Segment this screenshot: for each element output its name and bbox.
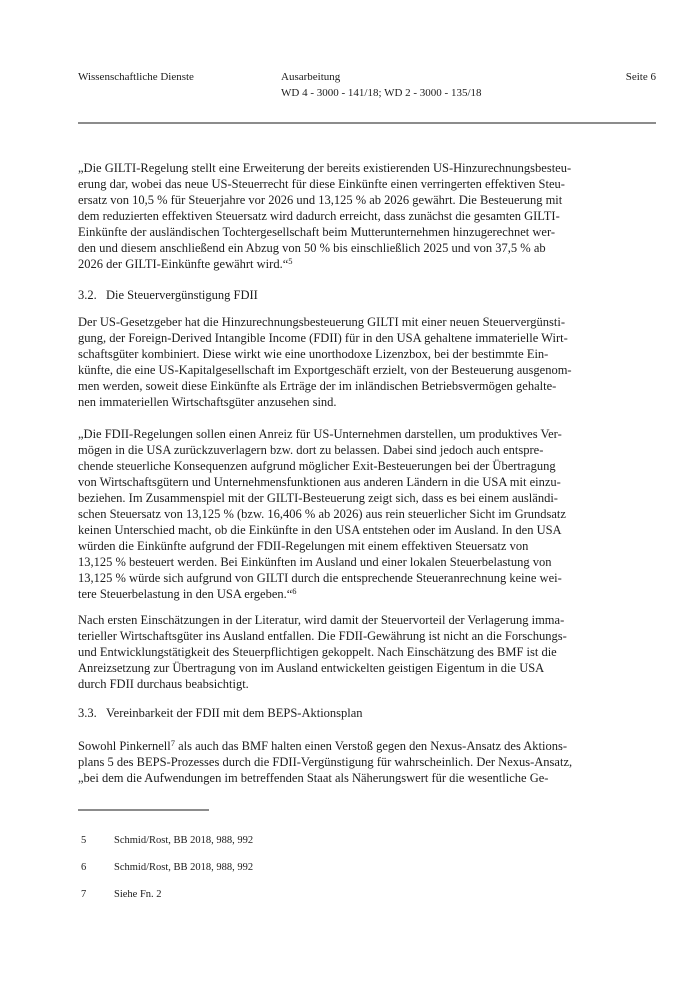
- text-line: „Die GILTI-Regelung stellt eine Erweiterung der bereits existierenden US-Hinzurechnungsbesteu-: [78, 161, 572, 175]
- paragraph-fdii-intro: [78, 314, 663, 410]
- text-line: keinen Unterschied macht, ob die Einkünfte in den USA entstehen oder im Ausland. In den USA: [78, 523, 562, 537]
- text-line: Nach ersten Einschätzungen in der Literatur, wird damit der Steuervorteil der Verlagerung imma-: [78, 613, 565, 627]
- footnote-number: 5: [81, 835, 87, 846]
- text-line: den und diesem anschließend ein Abzug von 50 % bis einschließlich 2025 und von 37,5 % ab: [78, 241, 546, 255]
- text-line: mögen in die USA zurückzuverlagern bzw. dort zu belassen. Dabei sind jedoch auch entspre-: [78, 443, 544, 457]
- text-line: plans 5 des BEPS-Prozesses durch die FDII-Vergünstigung für wahrscheinlich. Der Nexus-Ansatz,: [78, 755, 573, 769]
- text-line: von Wirtschaftsgütern und Unternehmensfunktionen aus anderen Ländern in die USA mit einzu-: [78, 475, 561, 489]
- text-line: „Die FDII-Regelungen sollen einen Anreiz für US-Unternehmen darstellen, um produktives Ver-: [78, 427, 562, 441]
- section-title: Die Steuervergünstigung FDII: [106, 288, 258, 302]
- paragraph-beps-nexus: [78, 738, 663, 786]
- footnote-number: 7: [81, 889, 87, 900]
- footnote-number: 6: [81, 862, 87, 873]
- header-page-number: Seite 6: [625, 71, 656, 83]
- text-line: schaftsgüter kombiniert. Diese wirkt wie eine unorthodoxe Lizenzbox, bei der bestimmte Ein-: [78, 347, 549, 361]
- footnote-reference: 7: [170, 738, 175, 748]
- text-line: chende steuerliche Konsequenzen aufgrund möglicher Exit-Besteuerungen bei der Übertragung: [78, 459, 556, 473]
- text-line: tere Steuerbelastung in den USA ergeben.“$^6$: [78, 586, 297, 601]
- header-divider-rule: [78, 122, 656, 124]
- text-line: terieller Wirtschaftsgüter ins Ausland entfallen. Die FDII-Gewährung ist nicht an die Forschungs-: [78, 629, 567, 643]
- paragraph-literature-assessment: [78, 612, 663, 692]
- footnote-reference: 6: [292, 586, 297, 596]
- paragraph-fdii-quote: [78, 426, 663, 602]
- section-heading-3-3: [78, 705, 363, 721]
- section-heading-3-2: [78, 287, 258, 303]
- header-doc-type: Ausarbeitung: [281, 71, 341, 83]
- header-organization: Wissenschaftliche Dienste: [78, 71, 194, 83]
- footnote-text: Schmid/Rost, BB 2018, 988, 992: [114, 835, 254, 846]
- text-line: 2026 der GILTI-Einkünfte gewährt wird.“$^5$: [78, 256, 293, 271]
- text-line: künfte, die eine US-Kapitalgesellschaft im Exportgeschäft erzielt, von der Besteuerung ausgenom-: [78, 363, 572, 377]
- footnote-text: Schmid/Rost, BB 2018, 988, 992: [114, 862, 254, 873]
- text-line: Anreizsetzung zur Übertragung von im Ausland entwickelten geistigen Eigentum in die USA: [78, 661, 545, 675]
- text-line: würden die Einkünfte aufgrund der FDII-Regelungen mit einem effektiven Steuersatz von: [78, 539, 529, 553]
- text-line: durch FDII durchaus beabsichtigt.: [78, 677, 249, 691]
- text-line: ersatz von 10,5 % für Steuerjahre vor 2026 und 13,125 % ab 2026 gewährt. Die Besteuerung mit: [78, 193, 563, 207]
- paragraph-gilti-quote: [78, 160, 663, 272]
- text-line: Der US-Gesetzgeber hat die Hinzurechnungsbesteuerung GILTI mit einer neuen Steuervergünsti-: [78, 315, 565, 329]
- text-line: erung dar, wobei das neue US-Steuerrecht für diese Einkünfte einen verringerten effektiven Steu-: [78, 177, 565, 191]
- footnote-text: Siehe Fn. 2: [114, 889, 162, 900]
- footnote-separator-rule: [78, 809, 209, 811]
- text-line: gung, der Foreign-Derived Intangible Income (FDII) für in den USA gehaltene immaterielle Wirt-: [78, 331, 568, 345]
- text-line: Einkünfte der ausländischen Tochtergesellschaft beim Mutterunternehmen hinzugerechnet wer-: [78, 225, 556, 239]
- footnote-reference: 5: [288, 256, 293, 266]
- section-number: 3.3.: [78, 706, 97, 720]
- text-line: 13,125 % besteuert werden. Bei Einkünften im Ausland und einer lokalen Steuerbelastung von: [78, 555, 552, 569]
- footnote-5: [81, 834, 253, 847]
- text-line: 13,125 % würde sich aufgrund von GILTI durch die entsprechende Steueranrechnung keine wei-: [78, 571, 562, 585]
- section-title: Vereinbarkeit der FDII mit dem BEPS-Aktionsplan: [106, 706, 363, 720]
- text-line: men werden, soweit diese Einkünfte als Erträge der im inländischen Betriebsvermögen gehalte-: [78, 379, 557, 393]
- section-number: 3.2.: [78, 288, 97, 302]
- footnote-7: [81, 888, 162, 901]
- page-header: [78, 70, 656, 110]
- header-doc-number: WD 4 - 3000 - 141/18; WD 2 - 3000 - 135/18: [281, 86, 482, 99]
- text-line: und Entwicklungstätigkeit des Steuerpflichtigen gekoppelt. Nach Einschätzung des BMF ist die: [78, 645, 557, 659]
- text-line: „bei dem die Aufwendungen im betreffenden Staat als Näherungswert für die wesentliche Ge-: [78, 771, 549, 785]
- text-line: Sowohl Pinkernell$^7$ als auch das BMF halten einen Verstoß gegen den Nexus-Ansatz des Aktions-: [78, 738, 568, 753]
- text-line: nen immateriellen Wirtschaftsgüter anzusehen sind.: [78, 395, 337, 409]
- footnote-6: [81, 861, 253, 874]
- text-line: beziehen. Im Zusammenspiel mit der GILTI-Besteuerung zeigt sich, dass es bei einem ausländi-: [78, 491, 558, 505]
- header-document-info: [281, 70, 482, 101]
- text-line: dem reduzierten effektiven Steuersatz wird dadurch erreicht, dass zunächst die gesamten GILTI-: [78, 209, 560, 223]
- text-line: schen Steuersatz von 13,125 % (bzw. 16,406 % ab 2026) aus rein steuerlicher Sicht im Grundsatz: [78, 507, 566, 521]
